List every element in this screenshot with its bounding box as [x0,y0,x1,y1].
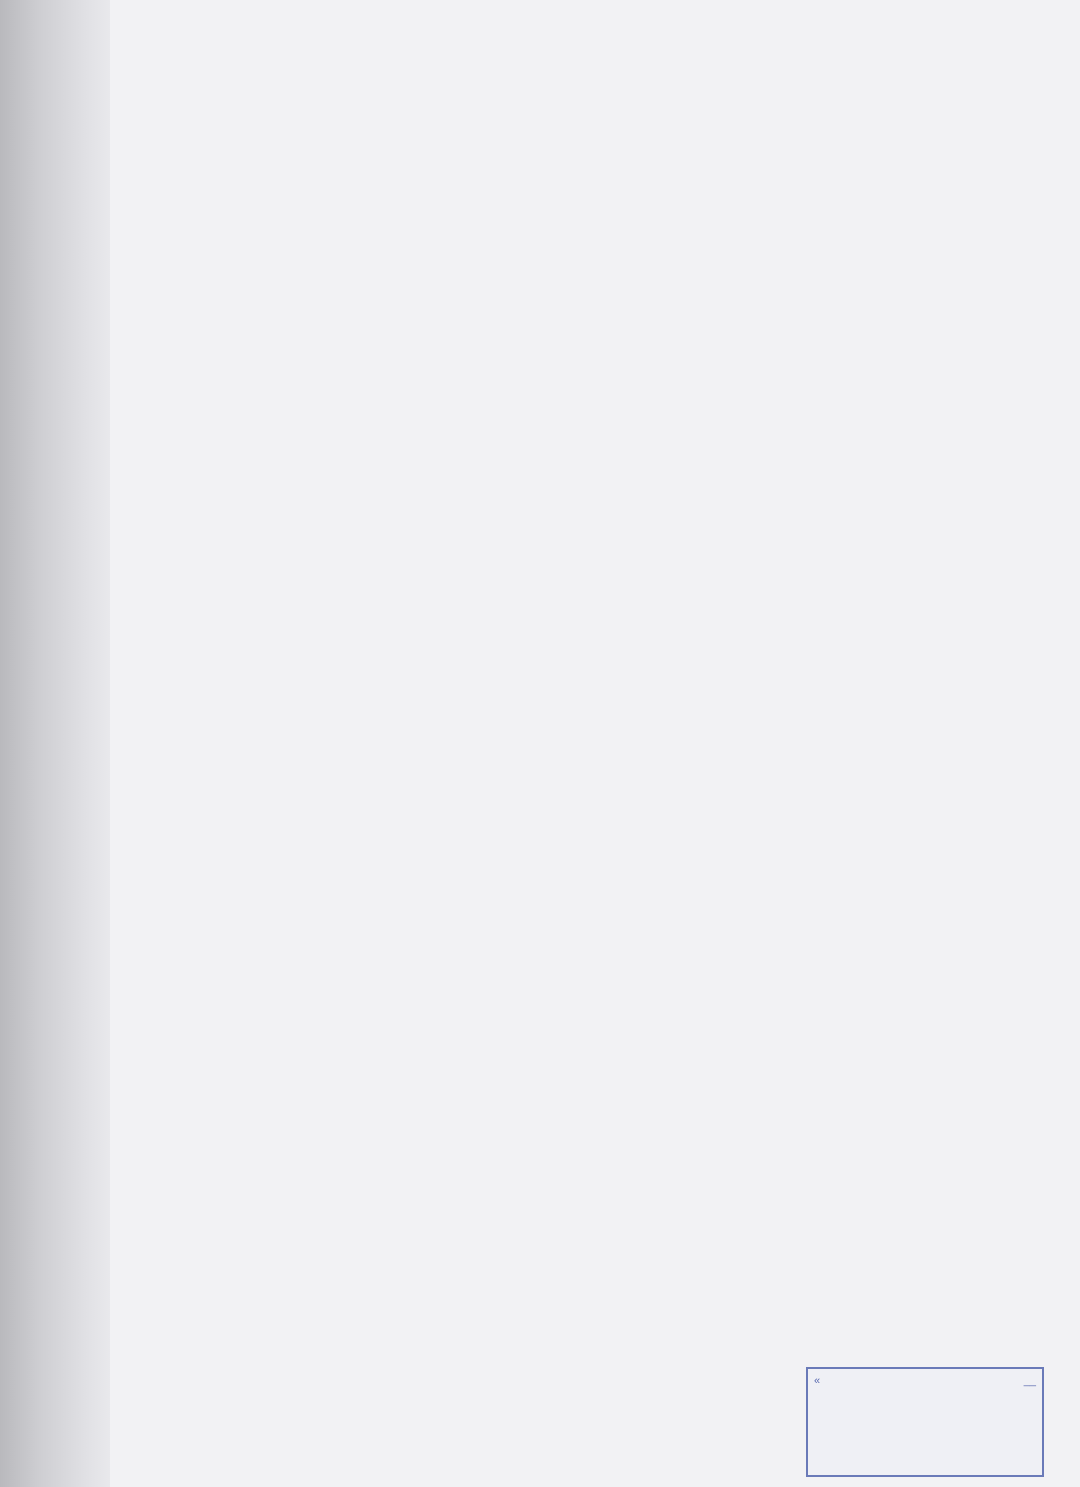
document-body [180,108,998,264]
section6-heading [180,132,998,156]
registration-stamp [806,1367,1044,1477]
section7-heading [180,210,998,234]
stamp-date-row: « __ [814,1375,1036,1387]
page-binding-shadow [0,0,120,1487]
